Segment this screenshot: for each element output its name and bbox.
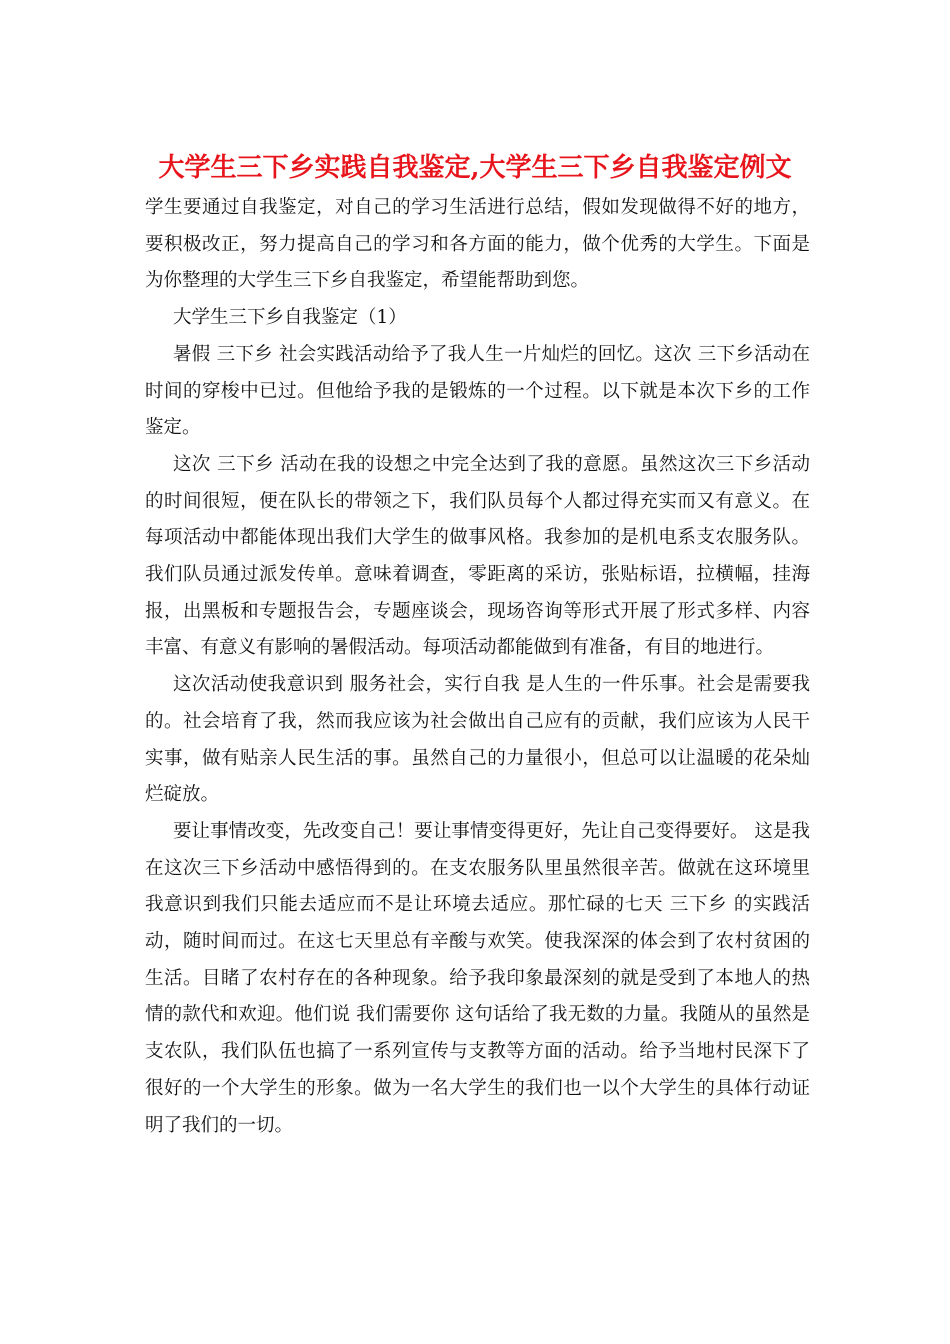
document-title: 大学生三下乡实践自我鉴定,大学生三下乡自我鉴定例文 xyxy=(158,153,792,183)
intro-paragraph: 学生要通过自我鉴定，对自己的学习生活进行总结，假如发现做得不好的地方，要积极改正，努力提高自己的学习和各方面的能力，做个优秀的大学生。下面是为你整理的大学生三下乡自我鉴定，希望能帮助到您。 xyxy=(145,197,810,292)
body-paragraph: 要让事情改变，先改变自己！要让事情变得更好，先让自己变得要好。 这是我在这次三下乡活动中感悟得到的。在支农服务队里虽然很辛苦。做就在这环境里我意识到我们只能去适应而不是让环境去适应。那忙碌的七天 三下乡 的实践活动，随时间而过。在这七天里总有辛酸与欢笑。使我深深的体会到了农村贫困的生活。目睹了农村存在的各种现象。给予我印象最深刻的就是受到了本地人的热情的款代和欢迎。他们说 我们需要你 这句话给了我无数的力量。我随从的虽然是支农队，我们队伍也搞了一系列宣传与支教等方面的活动。给予当地村民深下了很好的一个大学生的形象。做为一名大学生的我们也一以个大学生的具体行动证明了我们的一切。 xyxy=(145,820,810,1136)
section-heading: 大学生三下乡自我鉴定（1） xyxy=(173,307,407,329)
body-paragraph: 暑假 三下乡 社会实践活动给予了我人生一片灿烂的回忆。这次 三下乡活动在时间的穿梭中已过。但他给予我的是锻炼的一个过程。以下就是本次下乡的工作鉴定。 xyxy=(145,343,810,439)
document-body xyxy=(145,190,810,1144)
body-paragraph: 这次 三下乡 活动在我的设想之中完全达到了我的意愿。虽然这次三下乡活动的时间很短，便在队长的带领之下，我们队员每个人都过得充实而又有意义。在每项活动中都能体现出我们大学生的做事风格。我参加的是机电系支农服务队。我们队员通过派发传单。意味着调查，零距离的采访，张贴标语，拉横幅，挂海报，出黑板和专题报告会，专题座谈会，现场咨询等形式开展了形式多样、内容丰富、有意义有影响的暑假活动。每项活动都能做到有准备，有目的地进行。 xyxy=(145,453,810,659)
body-paragraph: 这次活动使我意识到 服务社会，实行自我 是人生的一件乐事。社会是需要我的。社会培育了我，然而我应该为社会做出自己应有的贡献，我们应该为人民干实事，做有贴亲人民生活的事。虽然自己的力量很小，但总可以让温暖的花朵灿烂碇放。 xyxy=(145,674,810,806)
